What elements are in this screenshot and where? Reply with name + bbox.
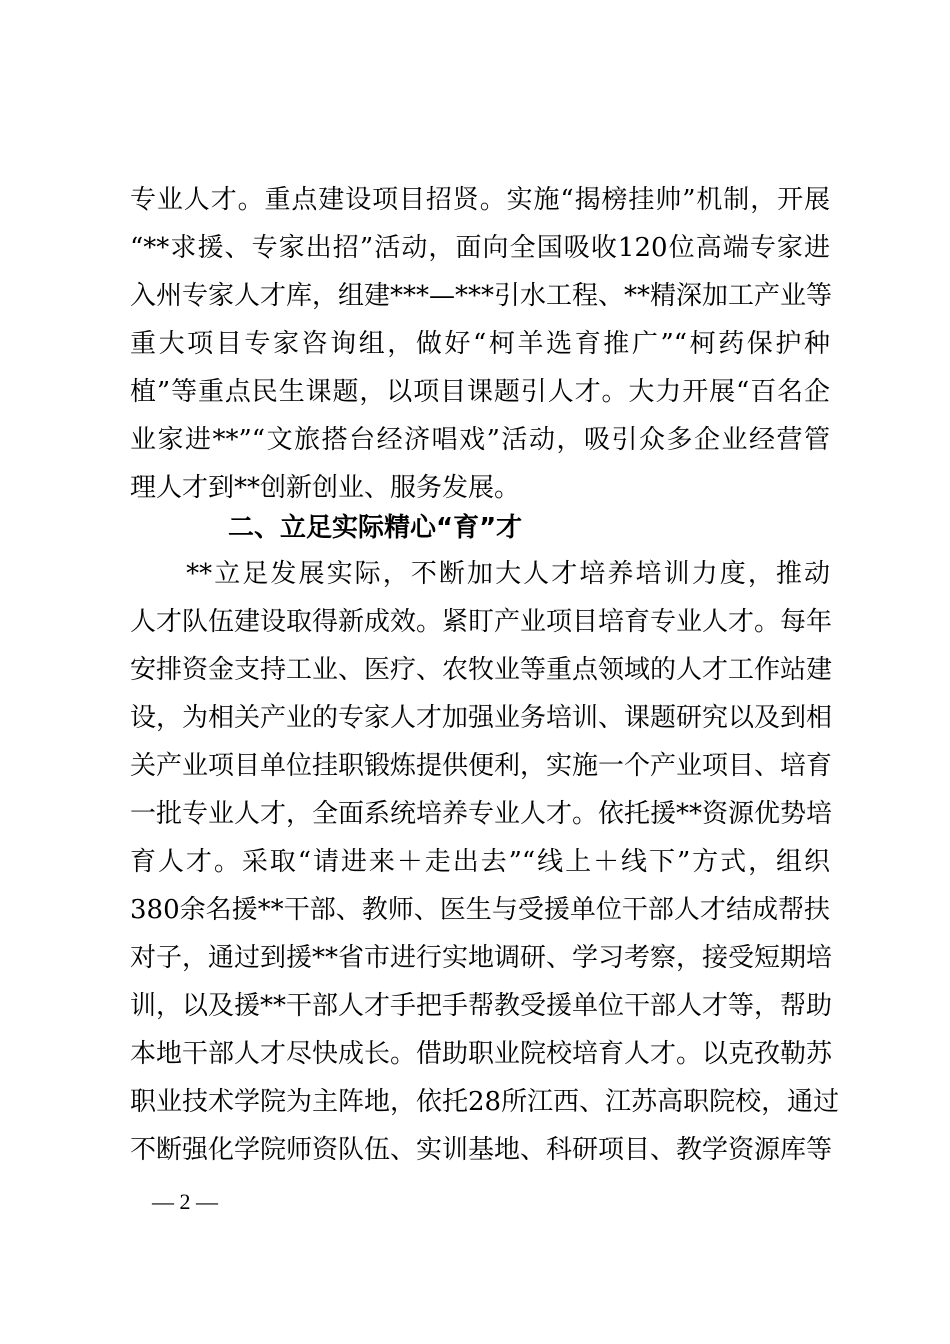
- paragraph-2-line: 关产业项目单位挂职锻炼提供便利，实施一个产业项目、培育: [130, 751, 833, 781]
- paragraph-2-line: 一批专业人才，全面系统培养专业人才。依托援**资源优势培: [130, 799, 833, 829]
- paragraph-1-line: “**求援、专家出招”活动，面向全国吸收120位高端专家进: [130, 233, 830, 263]
- paragraph-1-line: 理人才到**创新创业、服务发展。: [130, 473, 521, 503]
- paragraph-2-line: 职业技术学院为主阵地，依托28所江西、江苏高职院校，通过: [130, 1087, 840, 1117]
- section-heading: 二、立足实际精心“育”才: [228, 513, 523, 543]
- paragraph-1-line: 业家进**”“文旅搭台经济唱戏”活动，吸引众多企业经营管: [130, 425, 830, 455]
- paragraph-2-line: 训，以及援**干部人才手把手帮教受援单位干部人才等，帮助: [130, 991, 833, 1021]
- paragraph-2-line: 对子，通过到援**省市进行实地调研、学习考察，接受短期培: [130, 943, 833, 973]
- page-number: — 2 —: [152, 1189, 218, 1214]
- paragraph-1-line: 专业人才。重点建设项目招贤。实施“揭榜挂帅”机制，开展: [130, 185, 830, 215]
- paragraph-1-line: 植”等重点民生课题，以项目课题引人才。大力开展“百名企: [130, 377, 830, 407]
- paragraph-2-line: 设，为相关产业的专家人才加强业务培训、课题研究以及到相: [130, 703, 833, 733]
- paragraph-2-line: 不断强化学院师资队伍、实训基地、科研项目、教学资源库等: [130, 1135, 833, 1165]
- paragraph-2-line: 育人才。采取“请进来＋走出去”“线上＋线下”方式，组织: [130, 847, 830, 877]
- paragraph-2-line: **立足发展实际，不断加大人才培养培训力度，推动: [130, 559, 830, 589]
- paragraph-1-line: 重大项目专家咨询组，做好“柯羊选育推广”“柯药保护种: [130, 329, 830, 359]
- paragraph-1-line: 入州专家人才库，组建***—***引水工程、**精深加工产业等: [130, 281, 833, 311]
- paragraph-2-line: 本地干部人才尽快成长。借助职业院校培育人才。以克孜勒苏: [130, 1039, 833, 1069]
- paragraph-2-line: 380余名援**干部、教师、医生与受援单位干部人才结成帮扶: [130, 895, 830, 925]
- paragraph-2-line: 安排资金支持工业、医疗、农牧业等重点领域的人才工作站建: [130, 655, 833, 685]
- paragraph-2-line: 人才队伍建设取得新成效。紧盯产业项目培育专业人才。每年: [130, 607, 833, 637]
